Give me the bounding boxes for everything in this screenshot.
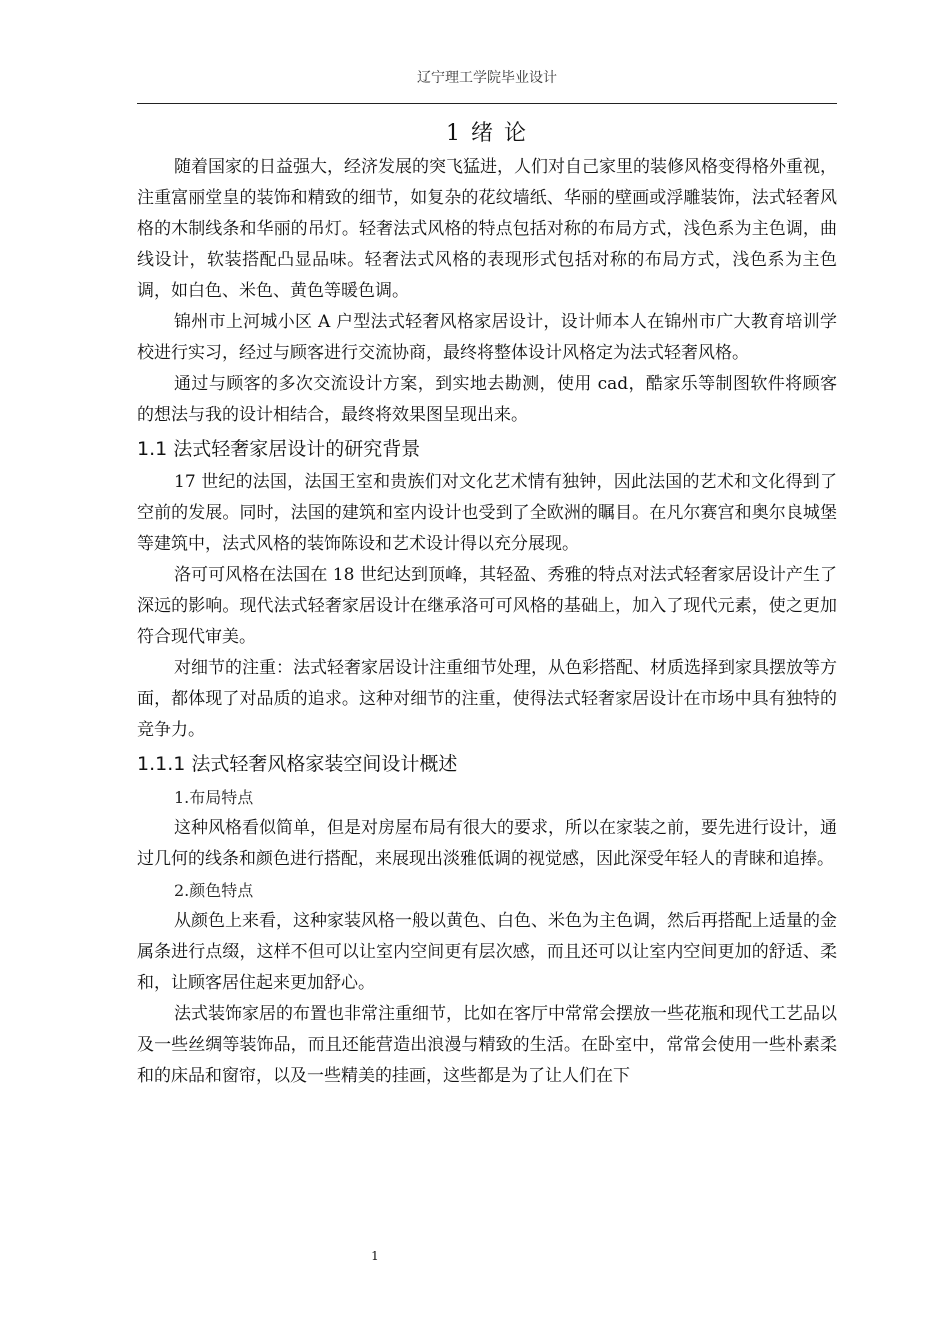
header-rule [137, 103, 837, 104]
running-header: 辽宁理工学院毕业设计 [417, 70, 557, 86]
section-1-1-paragraph-1: 17 世纪的法国，法国王室和贵族们对文化艺术情有独钟，因此法国的艺术和文化得到了空前的发展。同时，法国的建筑和室内设计也受到了全欧洲的瞩目。在凡尔赛宫和奥尔良城堡等建筑中，法式风格的装饰陈设和艺术设计得以充分展现。 [137, 472, 837, 554]
color-features-paragraph: 从颜色上来看，这种家装风格一般以黄色、白色、米色为主色调，然后再搭配上适量的金属条进行点缀，这样不但可以让室内空间更有层次感，而且还可以让室内空间更加的舒适、柔和，让顾客居住起来更加舒心。 [137, 911, 837, 993]
color-features-label: 2.颜色特点 [174, 881, 254, 900]
layout-features-label: 1.布局特点 [174, 788, 254, 807]
section-1-1-paragraph-3: 对细节的注重：法式轻奢家居设计注重细节处理，从色彩搭配、材质选择到家具摆放等方面，都体现了对品质的追求。这种对细节的注重，使得法式轻奢家居设计在市场中具有独特的竞争力。 [137, 658, 837, 740]
intro-paragraph-2: 锦州市上河城小区 A 户型法式轻奢风格家居设计，设计师本人在锦州市广大教育培训学校进行实习，经过与顾客进行交流协商，最终将整体设计风格定为法式轻奢风格。 [137, 312, 837, 363]
section-1-1-heading: 1.1 法式轻奢家居设计的研究背景 [137, 438, 421, 460]
decor-details-paragraph: 法式装饰家居的布置也非常注重细节，比如在客厅中常常会摆放一些花瓶和现代工艺品以及一些丝绸等装饰品，而且还能营造出浪漫与精致的生活。在卧室中，常常会使用一些朴素柔和的床品和窗帘，以及一些精美的挂画，这些都是为了让人们在下 [137, 1004, 837, 1086]
intro-paragraph-1: 随着国家的日益强大，经济发展的突飞猛进，人们对自己家里的装修风格变得格外重视，注重富丽堂皇的装饰和精致的细节，如复杂的花纹墙纸、华丽的壁画或浮雕装饰，法式轻奢风格的木制线条和华丽的吊灯。轻奢法式风格的特点包括对称的布局方式，浅色系为主色调，曲线设计，软装搭配凸显品味。轻奢法式风格的表现形式包括对称的布局方式，浅色系为主色调，如白色、米色、黄色等暖色调。 [137, 157, 837, 301]
intro-paragraph-3: 通过与顾客的多次交流设计方案，到实地去勘测，使用 cad，酷家乐等制图软件将顾客的想法与我的设计相结合，最终将效果图呈现出来。 [137, 374, 837, 425]
section-1-1-1-heading: 1.1.1 法式轻奢风格家装空间设计概述 [137, 753, 458, 775]
page-number: 1 [371, 1249, 379, 1263]
page-body [137, 116, 837, 1092]
chapter-title: 1 绪 论 [446, 121, 528, 146]
layout-features-paragraph: 这种风格看似简单，但是对房屋布局有很大的要求，所以在家装之前，要先进行设计，通过几何的线条和颜色进行搭配，来展现出淡雅低调的视觉感，因此深受年轻人的青睐和追捧。 [137, 818, 837, 869]
section-1-1-paragraph-2: 洛可可风格在法国在 18 世纪达到顶峰，其轻盈、秀雅的特点对法式轻奢家居设计产生了深远的影响。现代法式轻奢家居设计在继承洛可可风格的基础上，加入了现代元素，使之更加符合现代审美。 [137, 565, 837, 647]
